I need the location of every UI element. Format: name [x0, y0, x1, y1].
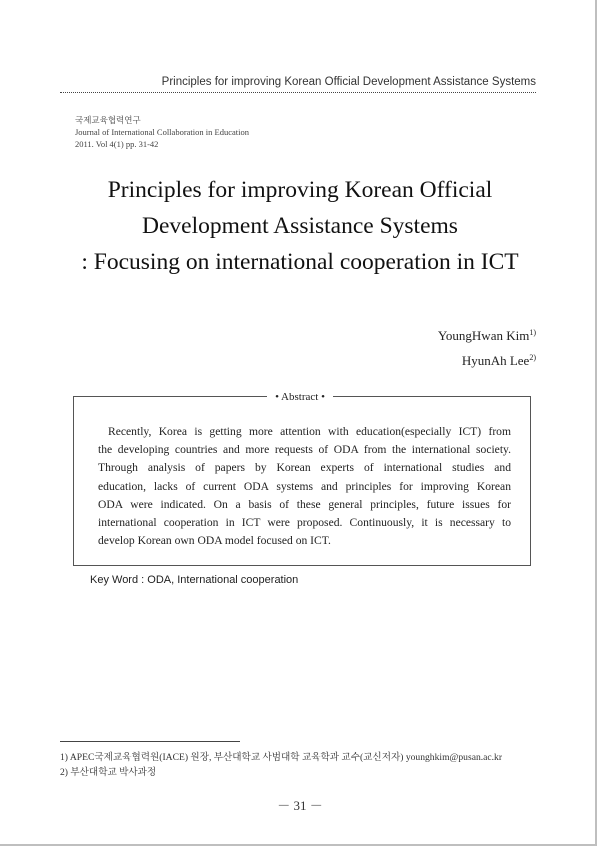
- abstract-heading: • Abstract •: [0, 390, 600, 404]
- author: [438, 322, 536, 347]
- journal-korean-name: 국제교육협력연구: [75, 115, 141, 125]
- author-name: YoungHwan Kim: [437, 328, 530, 343]
- footnote-divider: [60, 741, 240, 742]
- abstract-line: the developing countries and more requests of ODA from the international society.: [98, 443, 511, 457]
- footnote: 1) APEC국제교육협력원(IACE) 원장, 부산대학교 사범대학 교육학과 교수(교신저자) younghkim@pusan.ac.kr: [60, 752, 503, 763]
- author-list: [438, 322, 536, 372]
- header-divider: [60, 92, 536, 93]
- journal-issue: 2011. Vol 4(1) pp. 31-42: [75, 139, 159, 149]
- abstract-line: Through analysis of papers by Korean experts of international studies and: [98, 461, 511, 475]
- abstract-line: Recently, Korea is getting more attention with education(especially ICT) from: [108, 425, 511, 438]
- page-number: － 31 －: [277, 798, 323, 813]
- abstract-line: ODA were indicated. On a basis of these general principles, future issues for: [98, 497, 511, 511]
- footnotes: [60, 750, 502, 780]
- abstract-line: education, lacks of current ODA systems and principles for improving Korean: [98, 479, 511, 493]
- title-line: Development Assistance Systems: [142, 213, 458, 239]
- keywords: Key Word : ODA, International cooperation: [90, 574, 299, 586]
- abstract-line: international cooperation in ICT were proposed. Continuously, it is necessary to: [98, 516, 511, 530]
- title-line: : Focusing on international cooperation in ICT: [81, 249, 519, 275]
- abstract-line: develop Korean own ODA model focused on ICT.: [98, 534, 331, 548]
- journal-english-name: Journal of International Collaboration in Education: [75, 127, 249, 137]
- footnote-mark: 1): [529, 328, 536, 337]
- journal-info: [75, 114, 249, 150]
- paper-title: [60, 172, 540, 280]
- footnote-mark: 2): [529, 353, 536, 362]
- footnote: 2) 부산대학교 박사과정: [60, 767, 157, 778]
- abstract-body: [98, 423, 511, 550]
- running-header: Principles for improving Korean Official Development Assistance Systems: [161, 76, 536, 88]
- author: [438, 347, 536, 372]
- author-name: HyunAh Lee: [461, 353, 530, 368]
- title-line: Principles for improving Korean Official: [107, 177, 493, 203]
